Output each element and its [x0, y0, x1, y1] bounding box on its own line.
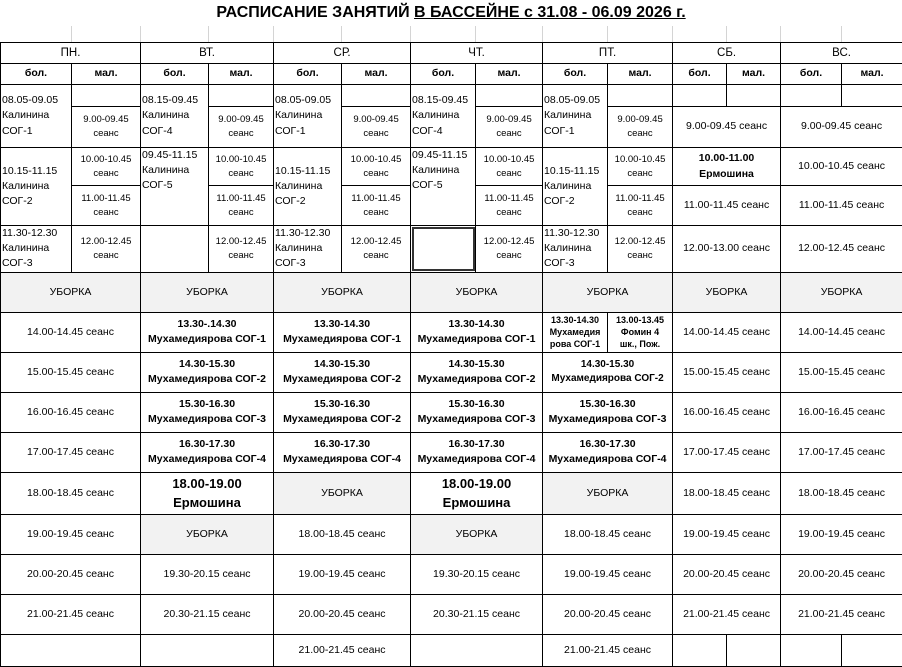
afternoon-row	[1, 634, 902, 666]
schedule-cell[interactable]: 12.00-12.45 сеанс	[781, 226, 902, 273]
cleaning-cell[interactable]: УБОРКА	[411, 514, 543, 554]
schedule-cell[interactable]: 09.45-11.15 Калинина СОГ-5	[411, 148, 476, 226]
schedule-cell[interactable]: 13.30-14.30 Мухамедиярова СОГ-1	[274, 312, 411, 352]
cleaning-cell[interactable]: УБОРКА	[274, 472, 411, 514]
schedule-cell[interactable]: 18.00-18.45 сеанс	[673, 472, 781, 514]
day-header-thu: ЧТ.	[411, 43, 543, 64]
day-header-sat: СБ.	[673, 43, 781, 64]
cleaning-row	[1, 272, 902, 312]
schedule-cell[interactable]: 19.30-20.15 сеанс	[141, 554, 274, 594]
cleaning-cell[interactable]: УБОРКА	[1, 272, 141, 312]
spreadsheet-gridlines	[0, 26, 902, 42]
schedule-cell[interactable]: 11.30-12.30 Калинина СОГ-3	[274, 226, 342, 273]
schedule-cell[interactable]: 20.00-20.45 сеанс	[543, 594, 673, 634]
pool-header-row	[1, 64, 902, 85]
schedule-cell[interactable]: 20.00-20.45 сеанс	[274, 594, 411, 634]
pool-small-label: мал.	[476, 64, 543, 85]
schedule-cell[interactable]: 10.00-10.45 сеанс	[342, 148, 411, 186]
schedule-cell[interactable]: 16.30-17.30 Мухамедиярова СОГ-4	[543, 432, 673, 472]
schedule-cell[interactable]: 10.00-11.00 Ермошина	[673, 148, 781, 186]
schedule-cell[interactable]: 14.30-15.30 Мухамедиярова СОГ-2	[141, 352, 274, 392]
afternoon-row	[1, 392, 902, 432]
schedule-cell[interactable]: 16.30-17.30 Мухамедиярова СОГ-4	[411, 432, 543, 472]
schedule-cell[interactable]: 10.00-10.45 сеанс	[476, 148, 543, 186]
schedule-cell[interactable]: 16.00-16.45 сеанс	[1, 392, 141, 432]
pool-big-label: бол.	[781, 64, 842, 85]
schedule-cell[interactable]: 12.00-12.45 сеанс	[608, 226, 673, 273]
selected-cell[interactable]	[411, 226, 476, 273]
pool-big-label: бол.	[274, 64, 342, 85]
schedule-cell[interactable]: 12.00-13.00 сеанс	[673, 226, 781, 273]
schedule-cell[interactable]: 11.30-12.30 Калинина СОГ-3	[1, 226, 72, 273]
schedule-cell[interactable]: 9.00-09.45 сеанс	[673, 107, 781, 148]
empty-cell[interactable]	[209, 85, 274, 107]
schedule-cell[interactable]: 08.05-09.05 Калинина СОГ-1	[274, 85, 342, 148]
cleaning-cell[interactable]: УБОРКА	[673, 272, 781, 312]
empty-cell[interactable]	[342, 85, 411, 107]
cleaning-cell[interactable]: УБОРКА	[543, 472, 673, 514]
schedule-cell[interactable]: 10.00-10.45 сеанс	[209, 148, 274, 186]
empty-cell[interactable]	[608, 85, 673, 107]
day-header-sun: ВС.	[781, 43, 902, 64]
day-header-row	[1, 43, 902, 64]
schedule-cell[interactable]: 18.00-18.45 сеанс	[1, 472, 141, 514]
empty-cell[interactable]	[842, 634, 902, 666]
schedule-cell[interactable]: 19.30-20.15 сеанс	[411, 554, 543, 594]
empty-cell[interactable]	[781, 634, 842, 666]
pool-big-label: бол.	[673, 64, 727, 85]
schedule-cell[interactable]: 13.00-13.45 Фомин 4 шк., Пож.	[608, 312, 673, 352]
day-header-mon: ПН.	[1, 43, 141, 64]
pool-big-label: бол.	[1, 64, 72, 85]
schedule-cell[interactable]: 15.30-16.30 Мухамедиярова СОГ-3	[543, 392, 673, 432]
schedule-cell[interactable]: 21.00-21.45 сеанс	[274, 634, 411, 666]
afternoon-row	[1, 514, 902, 554]
schedule-cell[interactable]: 14.00-14.45 сеанс	[673, 312, 781, 352]
schedule-cell[interactable]: 18.00-18.45 сеанс	[781, 472, 902, 514]
pool-small-label: мал.	[842, 64, 902, 85]
schedule-cell[interactable]: 17.00-17.45 сеанс	[781, 432, 902, 472]
schedule-cell[interactable]: 12.00-12.45 сеанс	[209, 226, 274, 273]
cleaning-cell[interactable]: УБОРКА	[781, 272, 902, 312]
page-title	[0, 0, 902, 26]
schedule-cell[interactable]: 15.00-15.45 сеанс	[1, 352, 141, 392]
schedule-cell[interactable]: 20.30-21.15 сеанс	[141, 594, 274, 634]
schedule-cell[interactable]: 16.00-16.45 сеанс	[673, 392, 781, 432]
schedule-cell[interactable]: 11.00-11.45 сеанс	[209, 186, 274, 226]
empty-cell[interactable]	[141, 634, 274, 666]
empty-cell[interactable]	[673, 85, 727, 107]
pool-big-label: бол.	[543, 64, 608, 85]
title-period: В БАССЕЙНЕ с 31.08 - 06.09 2026 г.	[414, 4, 686, 21]
schedule-cell[interactable]: 18.00-18.45 сеанс	[543, 514, 673, 554]
schedule-cell[interactable]: 11.00-11.45 сеанс	[781, 186, 902, 226]
empty-cell[interactable]	[411, 634, 543, 666]
schedule-cell[interactable]: 9.00-09.45 сеанс	[781, 107, 902, 148]
pool-small-label: мал.	[608, 64, 673, 85]
empty-cell[interactable]	[727, 634, 781, 666]
schedule-cell[interactable]: 11.00-11.45 сеанс	[342, 186, 411, 226]
schedule-cell[interactable]: 15.00-15.45 сеанс	[781, 352, 902, 392]
day-header-wed: СР.	[274, 43, 411, 64]
schedule-cell[interactable]: 10.00-10.45 сеанс	[72, 148, 141, 186]
schedule-cell[interactable]: 15.30-16.30 Мухамедиярова СОГ-3	[141, 392, 274, 432]
afternoon-row	[1, 432, 902, 472]
pool-small-label: мал.	[727, 64, 781, 85]
schedule-cell[interactable]: 14.00-14.45 сеанс	[1, 312, 141, 352]
empty-cell[interactable]	[781, 85, 842, 107]
cleaning-cell[interactable]: УБОРКА	[411, 272, 543, 312]
morning-row	[1, 226, 902, 273]
schedule-cell[interactable]: 08.15-09.45 Калинина СОГ-4	[411, 85, 476, 148]
afternoon-row	[1, 594, 902, 634]
schedule-cell[interactable]: 19.00-19.45 сеанс	[543, 554, 673, 594]
schedule-cell[interactable]: 9.00-09.45 сеанс	[342, 107, 411, 148]
schedule-cell[interactable]: 11.00-11.45 сеанс	[608, 186, 673, 226]
cleaning-cell[interactable]: УБОРКА	[543, 272, 673, 312]
schedule-cell[interactable]: 11.00-11.45 сеанс	[72, 186, 141, 226]
schedule-cell[interactable]: 13.30-.14.30 Мухамедиярова СОГ-1	[141, 312, 274, 352]
schedule-cell[interactable]: 14.00-14.45 сеанс	[781, 312, 902, 352]
empty-cell[interactable]	[1, 634, 141, 666]
schedule-cell[interactable]: 21.00-21.45 сеанс	[543, 634, 673, 666]
cleaning-cell[interactable]: УБОРКА	[274, 272, 411, 312]
schedule-cell[interactable]: 15.30-16.30 Мухамедиярова СОГ-2	[274, 392, 411, 432]
schedule-cell[interactable]: 18.00-19.00 Ермошина	[141, 472, 274, 514]
schedule-cell[interactable]: 15.00-15.45 сеанс	[673, 352, 781, 392]
schedule-cell[interactable]: 09.45-11.15 Калинина СОГ-5	[141, 148, 209, 226]
schedule-cell[interactable]: 12.00-12.45 сеанс	[72, 226, 141, 273]
pool-small-label: мал.	[342, 64, 411, 85]
schedule-cell[interactable]: 21.00-21.45 сеанс	[673, 594, 781, 634]
pool-big-label: бол.	[411, 64, 476, 85]
schedule-cell[interactable]: 10.15-11.15 Калинина СОГ-2	[1, 148, 72, 226]
schedule-cell[interactable]: 14.30-15.30 Мухамедиярова СОГ-2	[274, 352, 411, 392]
schedule-cell[interactable]: 17.00-17.45 сеанс	[673, 432, 781, 472]
schedule-cell[interactable]: 9.00-09.45 сеанс	[476, 107, 543, 148]
schedule-cell[interactable]: 11.00-11.45 сеанс	[476, 186, 543, 226]
day-header-fri: ПТ.	[543, 43, 673, 64]
schedule-cell[interactable]: 11.00-11.45 сеанс	[673, 186, 781, 226]
schedule-cell[interactable]: 16.00-16.45 сеанс	[781, 392, 902, 432]
schedule-cell[interactable]: 9.00-09.45 сеанс	[72, 107, 141, 148]
afternoon-row	[1, 472, 902, 514]
pool-big-label: бол.	[141, 64, 209, 85]
morning-row	[1, 85, 902, 107]
empty-cell[interactable]	[72, 85, 141, 107]
schedule-cell[interactable]: 12.00-12.45 сеанс	[342, 226, 411, 273]
pool-small-label: мал.	[72, 64, 141, 85]
schedule-cell[interactable]: 16.30-17.30 Мухамедиярова СОГ-4	[274, 432, 411, 472]
schedule-table	[0, 42, 902, 667]
schedule-cell[interactable]: 08.05-09.05 Калинина СОГ-1	[543, 85, 608, 148]
schedule-cell[interactable]: 9.00-09.45 сеанс	[608, 107, 673, 148]
cleaning-cell[interactable]: УБОРКА	[141, 272, 274, 312]
schedule-cell[interactable]: 19.00-19.45 сеанс	[673, 514, 781, 554]
schedule-cell[interactable]: 11.30-12.30 Калинина СОГ-3	[543, 226, 608, 273]
schedule-cell[interactable]: 21.00-21.45 сеанс	[1, 594, 141, 634]
schedule-cell[interactable]: 08.15-09.45 Калинина СОГ-4	[141, 85, 209, 148]
empty-cell[interactable]	[476, 85, 543, 107]
schedule-cell[interactable]: 10.00-10.45 сеанс	[608, 148, 673, 186]
schedule-cell[interactable]: 10.00-10.45 сеанс	[781, 148, 902, 186]
title-prefix: РАСПИСАНИЕ ЗАНЯТИЙ	[216, 4, 414, 21]
afternoon-row	[1, 352, 902, 392]
schedule-cell[interactable]: 14.30-15.30 Мухамедиярова СОГ-2	[543, 352, 673, 392]
schedule-cell[interactable]: 20.30-21.15 сеанс	[411, 594, 543, 634]
empty-cell[interactable]	[141, 226, 209, 273]
day-header-tue: ВТ.	[141, 43, 274, 64]
afternoon-row	[1, 312, 902, 352]
morning-row	[1, 148, 902, 186]
schedule-cell[interactable]: 10.15-11.15 Калинина СОГ-2	[274, 148, 342, 226]
schedule-cell[interactable]: 18.00-19.00 Ермошина	[411, 472, 543, 514]
schedule-cell[interactable]: 20.00-20.45 сеанс	[1, 554, 141, 594]
schedule-cell[interactable]: 19.00-19.45 сеанс	[1, 514, 141, 554]
schedule-cell[interactable]: 15.30-16.30 Мухамедиярова СОГ-3	[411, 392, 543, 432]
pool-small-label: мал.	[209, 64, 274, 85]
schedule-cell[interactable]: 9.00-09.45 сеанс	[209, 107, 274, 148]
schedule-cell[interactable]: 08.05-09.05 Калинина СОГ-1	[1, 85, 72, 148]
schedule-cell[interactable]: 20.00-20.45 сеанс	[781, 554, 902, 594]
schedule-cell[interactable]: 19.00-19.45 сеанс	[274, 554, 411, 594]
schedule-cell[interactable]: 17.00-17.45 сеанс	[1, 432, 141, 472]
empty-cell[interactable]	[842, 85, 902, 107]
schedule-cell[interactable]: 13.30-14.30 Мухамедия рова СОГ-1	[543, 312, 608, 352]
schedule-cell[interactable]: 13.30-14.30 Мухамедиярова СОГ-1	[411, 312, 543, 352]
afternoon-row	[1, 554, 902, 594]
cleaning-cell[interactable]: УБОРКА	[141, 514, 274, 554]
schedule-cell[interactable]: 14.30-15.30 Мухамедиярова СОГ-2	[411, 352, 543, 392]
empty-cell[interactable]	[727, 85, 781, 107]
schedule-cell[interactable]: 21.00-21.45 сеанс	[781, 594, 902, 634]
schedule-cell[interactable]: 18.00-18.45 сеанс	[274, 514, 411, 554]
schedule-cell[interactable]: 12.00-12.45 сеанс	[476, 226, 543, 273]
schedule-cell[interactable]: 20.00-20.45 сеанс	[673, 554, 781, 594]
schedule-cell[interactable]: 10.15-11.15 Калинина СОГ-2	[543, 148, 608, 226]
schedule-cell[interactable]: 16.30-17.30 Мухамедиярова СОГ-4	[141, 432, 274, 472]
schedule-cell[interactable]: 19.00-19.45 сеанс	[781, 514, 902, 554]
empty-cell[interactable]	[673, 634, 727, 666]
